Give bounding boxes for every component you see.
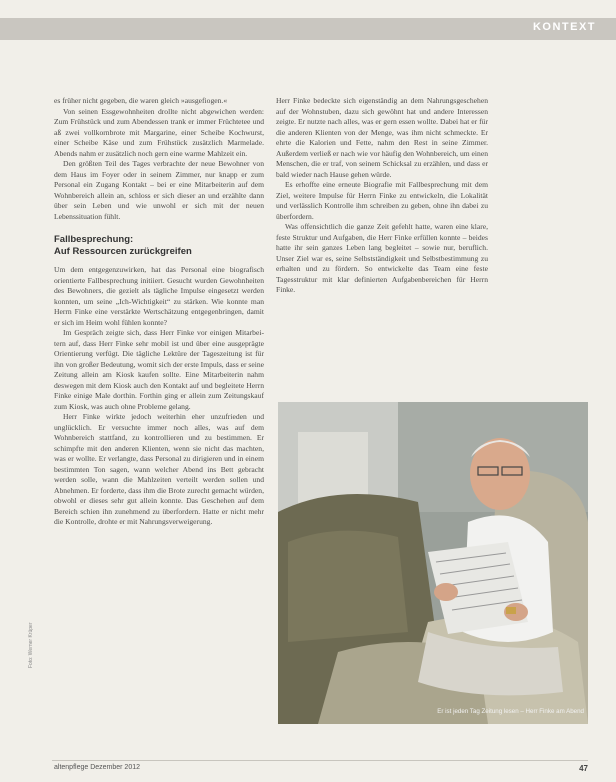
photo-credit: Foto: Werner Krüper (28, 622, 34, 668)
body-paragraph: Es erhoffte eine erneute Biografie mit Fallbesprechung mit dem Ziel, weitere Impulse für Herrn Finke zu entwickeln, die Lokalität und verlässlich Kontrolle ihm schreiben zu geben, ohne ihn dabei zu überfordern. (276, 180, 488, 221)
body-paragraph: Was offensichtlich die ganze Zeit gefehlt hatte, waren eine klare, feste Struktur und Aufgaben, die Herr Finke erfüllen konnte – beides hatte ihr sein ganzes Leben lang begleitet – sowie nur, beruflich. Unser Ziel war es, seine Selbstständigkeit und Selbstbestimmung zu erhalten und zu fördern. So entwickelte das Team eine feste Tagesstruktur mit klar definierten Aufgabenbereichen für Herrn Finke. (276, 222, 488, 294)
body-paragraph: Herr Finke bedeckte sich eigenständig an dem Nahrungsgeschehen auf der Wohnstuben, dazu sich gewöhnt hat und andere Interessen zeigte. Er nutzte nach alles, was er gern essen wollte. Dabei hat er für die anderen Klienten von der Menge, was ihm nicht schmeckte. Er ehrte die Kalorien und Fette, nahm den Rest in seine Zimmer. Außerdem verließ er nach wie vor häufig den Wohnbereich, um einen Menschen, die er traf, von seinem Schicksal zu erzählen, und dass er bald wieder nach Hause gehen würde. (276, 96, 489, 179)
body-paragraph: Den größten Teil des Tages verbrachte der neue Bewohner von dem Haus im Foyer oder in seinem Zimmer, nur knapp er zum Personal ein Zugang Kontakt – bei er eine Mitarbeiterin auf dem Wohnbereich allein an, schloss er sich dieser an und erzählte dann über sein Leben und wie unwohl er sich mit der neuen Lebenssituation fühlt. (54, 159, 264, 221)
body-paragraph: Herr Finke wirkte jedoch weiterhin eher unzufrieden und unglücklich. Er versuchte immer noch alles, was auf dem Wohnbereich stattfand, zu kontrollieren und zu bestimmen. Er schimpfte mit den anderen Klienten, wenn sie nicht das machten, was er wollte. Er verlangte, dass Personal zu dirigieren und in einem bestimmten Ton sagen, wann welcher Abend ins Bett gebracht werden solle, wann die Mahlzeiten verteilt werden sollen und Abnehmen. Er forderte, dass ihm die Brote zurecht gemacht würden, obwohl er dieses sehr gut allein konnte. Das Geschehen auf dem Bereich schien ihn zunehmend zu überfordern. Hatte er nicht mehr die Kontrolle, drohte er mit Nahrungsverweigerung. (54, 412, 264, 526)
subheading-line: Auf Ressourcen zurückgreifen (54, 245, 192, 257)
publication-name: altenpflege Dezember 2012 (54, 764, 141, 771)
footer-divider (52, 760, 588, 761)
section-banner (0, 18, 616, 40)
article-photo (278, 402, 588, 724)
right-column (276, 96, 488, 296)
section-label: KONTEXT (532, 21, 596, 33)
elderly-man-reading-illustration (278, 402, 588, 724)
photo-caption: Er ist jeden Tag Zeitung lesen – Herr Finke am Abend (437, 708, 584, 715)
body-paragraph: es früher nicht gegeben, die waren gleich »ausgefiogen.« (54, 96, 228, 105)
body-paragraph: Um dem entgegenzuwirken, hat das Personal eine biografisch orientierte Fallbesprechung initiiert. Gesucht wurden Gewohnheiten des Bewohners, die gezielt als tägliche Impulse eingesetzt werden konnten, um seine „Ich-Wichtigkeit“ zu stärken. Wie konnte man Herrn Finke eine verstärkte Wertschätzung entgegenbringen, damit er sich im Heim wohl fühlen konnte? (54, 265, 264, 327)
subheading-line: Fallbesprechung: (54, 234, 134, 245)
section-subheading (54, 234, 264, 257)
body-paragraph: Im Gespräch zeigte sich, dass Herr Finke vor einigen Mitarbeitern auf, dass Herr Finke sehr mobil ist und über eine ausgeprägte Orientierung verfügt. Die tägliche Lektüre der Tageszeitung ist für ihn von großer Bedeutung, womit sich der erste Impuls, dass er seine Zeitung allein am Kiosk kaufen sollte. Eine Mitarbeiterin nahm deswegen mit dem Kiosk auch den Kontakt auf und begleitete Herrn Finke einige Male dorthin. Forthin ging er allein zum Zeitungskauf zum Kiosk, was auch ohne Probleme gelang. (54, 328, 264, 411)
left-column (54, 96, 264, 528)
body-paragraph: Von seinen Essgewohnheiten drollte nicht abgewichen werden: Zum Frühstück und zum Abendessen trank er immer Früchtetee und aß zwei vollkornbrote mit Margarine, einer Scheibe Kochwurst, einer Scheibe Käse und zum Frühstück zusätzlich Marmelade. Abends nahm er zusätzlich noch gern eine warme Mahlzeit ein. (54, 106, 264, 158)
page-number: 47 (579, 764, 588, 773)
